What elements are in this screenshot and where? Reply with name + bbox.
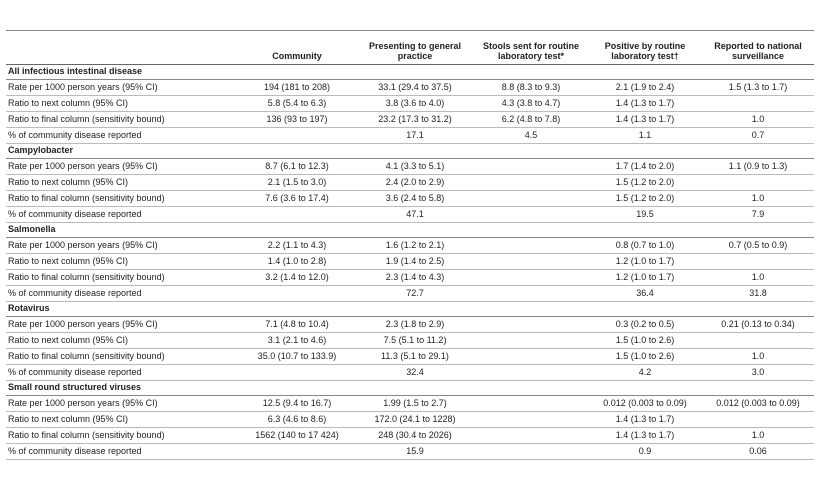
table-row [6, 112, 814, 128]
table-row [6, 412, 814, 428]
row-label: Rate per 1000 person years (95% CI) [6, 396, 238, 412]
row-label: Ratio to next column (95% CI) [6, 333, 238, 349]
table-cell: 1.7 (1.4 to 2.0) [588, 159, 702, 175]
table-cell: 3.0 [702, 365, 814, 381]
section-header-row [6, 223, 814, 238]
table-cell: 7.5 (5.1 to 11.2) [356, 333, 474, 349]
table-cell: 5.8 (5.4 to 6.3) [238, 96, 356, 112]
row-label: Rate per 1000 person years (95% CI) [6, 80, 238, 96]
incidence-table [6, 34, 814, 460]
section-title: All infectious intestinal disease [6, 65, 814, 80]
row-label: Rate per 1000 person years (95% CI) [6, 317, 238, 333]
table-cell: 172.0 (24.1 to 1228) [356, 412, 474, 428]
table-cell [474, 349, 588, 365]
table-cell [474, 412, 588, 428]
table-cell [474, 444, 588, 460]
row-label: Ratio to final column (sensitivity bound) [6, 428, 238, 444]
table-cell [474, 428, 588, 444]
table-row [6, 286, 814, 302]
table-row [6, 365, 814, 381]
table-cell: 248 (30.4 to 2026) [356, 428, 474, 444]
table-cell: 2.2 (1.1 to 4.3) [238, 238, 356, 254]
table-row [6, 191, 814, 207]
table-row [6, 207, 814, 223]
header-cell-general-practice: Presenting to general practice [356, 34, 474, 65]
table-cell: 3.6 (2.4 to 5.8) [356, 191, 474, 207]
table-row [6, 175, 814, 191]
header-row [6, 34, 814, 65]
table-row [6, 128, 814, 144]
table-cell: 0.8 (0.7 to 1.0) [588, 238, 702, 254]
table-row [6, 396, 814, 412]
table-cell [702, 333, 814, 349]
table-cell: 6.2 (4.8 to 7.8) [474, 112, 588, 128]
table-cell: 1.0 [702, 270, 814, 286]
table-cell: 1.4 (1.3 to 1.7) [588, 412, 702, 428]
table-cell: 31.8 [702, 286, 814, 302]
table-cell: 12.5 (9.4 to 16.7) [238, 396, 356, 412]
table-cell: 6.3 (4.6 to 8.6) [238, 412, 356, 428]
table-cell: 4.5 [474, 128, 588, 144]
table-cell: 0.012 (0.003 to 0.09) [588, 396, 702, 412]
table-cell: 23.2 (17.3 to 31.2) [356, 112, 474, 128]
table-cell: 0.3 (0.2 to 0.5) [588, 317, 702, 333]
table-cell: 8.8 (8.3 to 9.3) [474, 80, 588, 96]
table-row [6, 96, 814, 112]
table-cell: 19.5 [588, 207, 702, 223]
table-cell: 11.3 (5.1 to 29.1) [356, 349, 474, 365]
table-cell: 4.1 (3.3 to 5.1) [356, 159, 474, 175]
table-row [6, 317, 814, 333]
table-cell: 1.5 (1.2 to 2.0) [588, 191, 702, 207]
table-cell: 1562 (140 to 17 424) [238, 428, 356, 444]
table-cell [238, 128, 356, 144]
table-cell [474, 333, 588, 349]
row-label: Ratio to next column (95% CI) [6, 254, 238, 270]
table-cell: 136 (93 to 197) [238, 112, 356, 128]
row-label: % of community disease reported [6, 444, 238, 460]
table-cell: 2.1 (1.5 to 3.0) [238, 175, 356, 191]
section-header-row [6, 65, 814, 80]
top-rule [6, 30, 814, 31]
table-cell: 33.1 (29.4 to 37.5) [356, 80, 474, 96]
table-row [6, 428, 814, 444]
table-cell [474, 396, 588, 412]
table-cell: 47.1 [356, 207, 474, 223]
table-cell [702, 254, 814, 270]
table-cell: 1.5 (1.3 to 1.7) [702, 80, 814, 96]
table-cell: 0.06 [702, 444, 814, 460]
table-cell: 2.3 (1.8 to 2.9) [356, 317, 474, 333]
table-row [6, 254, 814, 270]
table-cell: 0.7 [702, 128, 814, 144]
table-cell [474, 238, 588, 254]
table-row [6, 159, 814, 175]
header-cell-stools-sent: Stools sent for routine laboratory test* [474, 34, 588, 65]
table-cell [474, 365, 588, 381]
table-cell [474, 159, 588, 175]
row-label: Ratio to next column (95% CI) [6, 175, 238, 191]
table-cell: 1.1 (0.9 to 1.3) [702, 159, 814, 175]
table-cell: 0.012 (0.003 to 0.09) [702, 396, 814, 412]
table-cell [474, 317, 588, 333]
row-label: Rate per 1000 person years (95% CI) [6, 159, 238, 175]
row-label: % of community disease reported [6, 128, 238, 144]
table-row [6, 80, 814, 96]
table-cell: 1.4 (1.3 to 1.7) [588, 112, 702, 128]
table-cell [702, 96, 814, 112]
table-cell: 1.99 (1.5 to 2.7) [356, 396, 474, 412]
table-cell: 1.4 (1.3 to 1.7) [588, 428, 702, 444]
header-cell-label [6, 34, 238, 65]
table-cell: 3.1 (2.1 to 4.6) [238, 333, 356, 349]
table-cell: 1.4 (1.0 to 2.8) [238, 254, 356, 270]
table-cell: 4.3 (3.8 to 4.7) [474, 96, 588, 112]
row-label: Ratio to final column (sensitivity bound) [6, 112, 238, 128]
table-cell [702, 175, 814, 191]
table-cell: 2.4 (2.0 to 2.9) [356, 175, 474, 191]
table-cell [474, 270, 588, 286]
table-cell: 0.7 (0.5 to 0.9) [702, 238, 814, 254]
table-cell [474, 191, 588, 207]
table-cell: 194 (181 to 208) [238, 80, 356, 96]
table-cell: 17.1 [356, 128, 474, 144]
table-cell [238, 444, 356, 460]
row-label: Ratio to next column (95% CI) [6, 412, 238, 428]
section-title: Salmonella [6, 223, 814, 238]
table-cell: 8.7 (6.1 to 12.3) [238, 159, 356, 175]
row-label: % of community disease reported [6, 207, 238, 223]
table-body [6, 65, 814, 460]
table-cell: 0.9 [588, 444, 702, 460]
section-header-row [6, 144, 814, 159]
table-row [6, 349, 814, 365]
table-cell [474, 207, 588, 223]
table-cell [474, 286, 588, 302]
header-cell-community: Community [238, 34, 356, 65]
table-header [6, 34, 814, 65]
row-label: Ratio to next column (95% CI) [6, 96, 238, 112]
table-cell [238, 207, 356, 223]
section-title: Small round structured viruses [6, 381, 814, 396]
row-label: Ratio to final column (sensitivity bound) [6, 191, 238, 207]
section-title: Rotavirus [6, 302, 814, 317]
table-cell: 32.4 [356, 365, 474, 381]
table-cell [238, 365, 356, 381]
table-cell: 35.0 (10.7 to 133.9) [238, 349, 356, 365]
table-cell: 1.4 (1.3 to 1.7) [588, 96, 702, 112]
header-cell-positive: Positive by routine laboratory test† [588, 34, 702, 65]
table-cell: 1.2 (1.0 to 1.7) [588, 270, 702, 286]
table-cell: 7.1 (4.8 to 10.4) [238, 317, 356, 333]
table-cell: 7.9 [702, 207, 814, 223]
table-cell: 1.5 (1.0 to 2.6) [588, 349, 702, 365]
table-cell: 1.9 (1.4 to 2.5) [356, 254, 474, 270]
table-cell: 72.7 [356, 286, 474, 302]
table-cell: 1.6 (1.2 to 2.1) [356, 238, 474, 254]
row-label: % of community disease reported [6, 365, 238, 381]
table-cell: 1.0 [702, 112, 814, 128]
row-label: Rate per 1000 person years (95% CI) [6, 238, 238, 254]
table-cell: 1.2 (1.0 to 1.7) [588, 254, 702, 270]
table-cell [702, 412, 814, 428]
section-header-row [6, 302, 814, 317]
table-row [6, 270, 814, 286]
row-label: Ratio to final column (sensitivity bound) [6, 270, 238, 286]
section-title: Campylobacter [6, 144, 814, 159]
table-cell [474, 175, 588, 191]
table-cell: 1.0 [702, 191, 814, 207]
table-cell: 3.8 (3.6 to 4.0) [356, 96, 474, 112]
table-cell: 1.1 [588, 128, 702, 144]
table-cell: 15.9 [356, 444, 474, 460]
table-cell: 2.1 (1.9 to 2.4) [588, 80, 702, 96]
table-row [6, 333, 814, 349]
table-cell: 4.2 [588, 365, 702, 381]
table-cell: 0.21 (0.13 to 0.34) [702, 317, 814, 333]
row-label: Ratio to final column (sensitivity bound) [6, 349, 238, 365]
row-label: % of community disease reported [6, 286, 238, 302]
table-row [6, 238, 814, 254]
table-cell [238, 286, 356, 302]
table-cell: 1.5 (1.0 to 2.6) [588, 333, 702, 349]
header-cell-reported: Reported to national surveillance [702, 34, 814, 65]
section-header-row [6, 381, 814, 396]
table-cell: 1.0 [702, 428, 814, 444]
table-cell: 36.4 [588, 286, 702, 302]
table-cell: 2.3 (1.4 to 4.3) [356, 270, 474, 286]
table-cell [474, 254, 588, 270]
table-cell: 7.6 (3.6 to 17.4) [238, 191, 356, 207]
table-row [6, 444, 814, 460]
table-cell: 1.0 [702, 349, 814, 365]
table-cell: 1.5 (1.2 to 2.0) [588, 175, 702, 191]
table-cell: 3.2 (1.4 to 12.0) [238, 270, 356, 286]
